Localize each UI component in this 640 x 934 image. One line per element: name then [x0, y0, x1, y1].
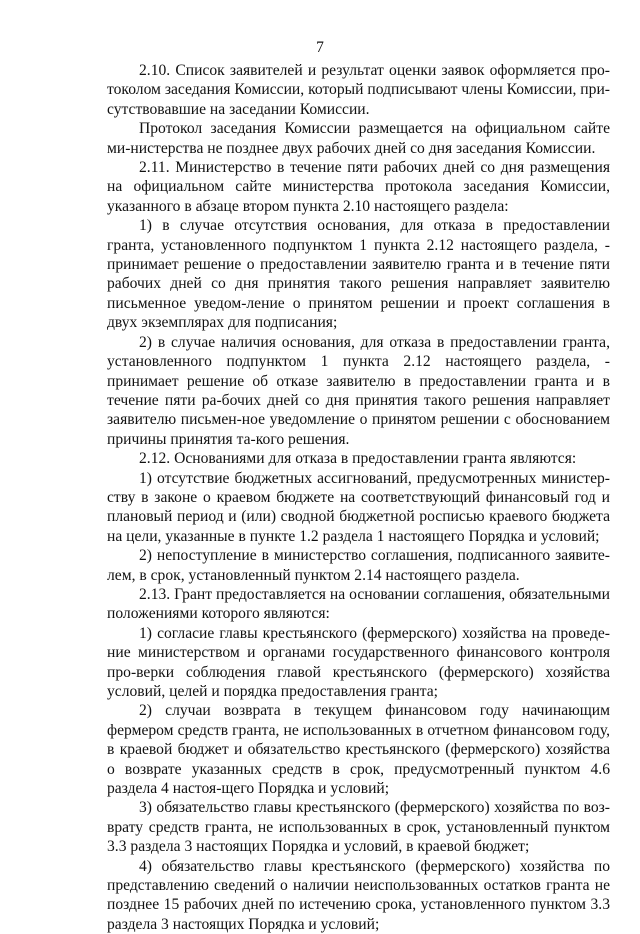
paragraph-2-12-item-2: 2) непоступление в министерство соглашения, подписанного заявите-лем, в срок, установленный пунктом 2.14 настоящего раздела.	[107, 547, 610, 584]
paragraph-2-11-item-2: 2) в случае наличия основания, для отказа в предоставлении гранта, установленного подпунктом 1 пункта 2.12 настоящего раздела, - принимает решение об отказе заявителю в предоставлении гранта и в течение пяти ра-бочих дней со дня принятия такого решения направляет заявителю письмен-ное уведомление о принятом решении с обоснованием причины принятия та-кого решения.	[107, 333, 610, 448]
paragraph-2-10: 2.10. Список заявителей и результат оценки заявок оформляется про-токолом заседания Комиссии, который подписывают члены Комиссии, при-сутствовавшие на заседании Комиссии.	[107, 62, 610, 118]
paragraph-2-11-item-1: 1) в случае отсутствия основания, для отказа в предоставлении гранта, установленного подпунктом 1 пункта 2.12 настоящего раздела, - принимает решение о предоставлении заявителю гранта и в течение пяти рабочих дней со дня принятия такого решения направляет заявителю письменное уведом-ление о принятом решении и проект соглашения в двух экземплярах для подписания;	[107, 217, 610, 332]
paragraph-2-13-item-4: 4) обязательство главы крестьянского (фермерского) хозяйства по представлению сведений о наличии неиспользованных остатков гранта не позднее 15 рабочих дней по истечению срока, установленного пунктом 3.3 раздела 3 настоящих Порядка и условий;	[107, 857, 610, 933]
paragraph-2-13-item-3: 3) обязательство главы крестьянского (фермерского) хозяйства по воз-врату средств гранта, не использованных в срок, установленный пунктом 3.3 раздела 3 настоящих Порядка и условий, в краевой бюджет;	[107, 799, 610, 856]
paragraph-protocol-publication: Протокол заседания Комиссии размещается на официальном сайте ми-нистерства не позднее двух рабочих дней со дня заседания Комиссии.	[107, 120, 610, 157]
paragraph-2-13-item-1: 1) согласие главы крестьянского (фермерского) хозяйства на проведе-ние министерством и органами государственного финансового контроля про-верки соблюдения главой крестьянского (фермерского) хозяйства условий, целей и порядка предоставления гранта;	[107, 624, 610, 700]
paragraph-2-12-item-1: 1) отсутствие бюджетных ассигнований, предусмотренных министер-ству в законе о краевом бюджете на соответствующий финансовый год и плановый период и (или) сводной бюджетной росписью краевого бюджета на цели, указанные в пункте 1.2 раздела 1 настоящего Порядка и условий;	[107, 469, 610, 545]
paragraph-2-13: 2.13. Грант предоставляется на основании соглашения, обязательными положениями которого являются:	[107, 585, 610, 623]
paragraph-2-13-item-2: 2) случаи возврата в текущем финансовом году начинающим фермером средств гранта, не использованных в отчетном финансовом году, в краевой бюджет и обязательство крестьянского (фермерского) хозяйства о возврате указанных средств в срок, предусмотренный пунктом 4.6 раздела 4 настоя-щего Порядка и условий;	[107, 702, 610, 798]
document-body	[107, 61, 610, 934]
paragraph-2-11: 2.11. Министерство в течение пяти рабочих дней со дня размещения на официальном сайте министерства протокола заседания Комиссии, указанного в абзаце втором пункта 2.10 настоящего раздела:	[107, 159, 610, 215]
page-number: 7	[316, 39, 324, 56]
paragraph-2-12: 2.12. Основаниями для отказа в предоставлении гранта являются:	[139, 450, 577, 468]
